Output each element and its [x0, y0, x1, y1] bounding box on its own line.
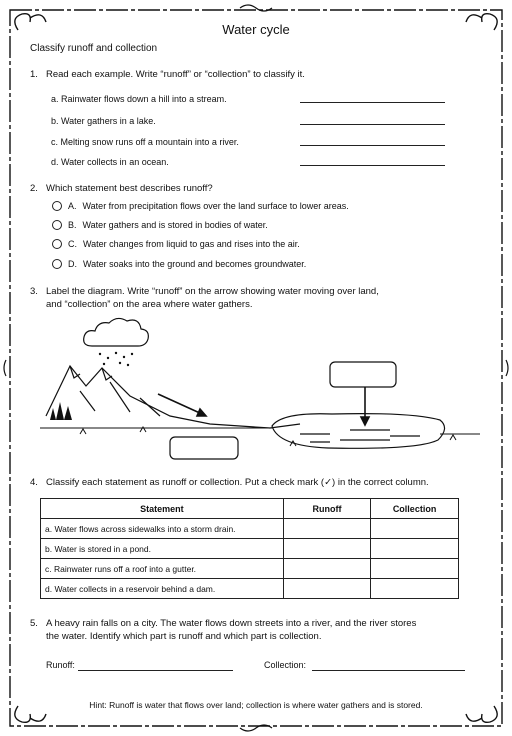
collection-check-cell[interactable]: [371, 559, 459, 579]
runoff-check-cell[interactable]: [283, 539, 370, 559]
collection-answer-line[interactable]: [312, 670, 465, 671]
radio-button[interactable]: [52, 201, 62, 211]
raindrops-icon: [99, 352, 133, 366]
q1-answer-line-a[interactable]: [300, 102, 445, 103]
classification-table: [40, 498, 459, 599]
option-text: Water gathers and is stored in bodies of water.: [82, 220, 268, 230]
lake-shape: [272, 414, 445, 449]
question-number: 3.: [30, 286, 38, 297]
runoff-check-cell[interactable]: [283, 519, 370, 539]
header-statement: Statement: [41, 499, 284, 519]
q2-option-d[interactable]: [52, 259, 306, 269]
page-title: Water cycle: [222, 22, 290, 37]
question-prompt: Read each example. Write “runoff” or “collection” to classify it.: [46, 69, 305, 80]
q1-item-b: b. Water gathers in a lake.: [51, 116, 156, 126]
statement-cell: c. Rainwater runs off a roof into a gutter.: [41, 559, 284, 579]
q1-item-a: a. Rainwater flows down a hill into a stream.: [51, 94, 227, 104]
question-prompt: Label the diagram. Write “runoff” on the arrow showing water moving over land,: [46, 286, 379, 297]
radio-button[interactable]: [52, 239, 62, 249]
radio-button[interactable]: [52, 220, 62, 230]
table-row: [41, 559, 459, 579]
table-row: [41, 539, 459, 559]
option-letter: B.: [68, 220, 77, 230]
question-number: 1.: [30, 69, 38, 80]
page-subtitle: Classify runoff and collection: [30, 43, 158, 54]
question-prompt: the water. Identify which part is runoff and which part is collection.: [46, 631, 322, 642]
q1-item-d: d. Water collects in an ocean.: [51, 157, 169, 167]
question-number: 4.: [30, 477, 38, 488]
statement-cell: a. Water flows across sidewalks into a storm drain.: [41, 519, 284, 539]
pine-trees-icon: [50, 402, 72, 420]
question-prompt: Which statement best describes runoff?: [46, 183, 213, 194]
option-letter: D.: [68, 259, 77, 269]
option-text: Water soaks into the ground and becomes groundwater.: [83, 259, 307, 269]
radio-button[interactable]: [52, 259, 62, 269]
rain-cloud-icon: [84, 318, 149, 346]
option-text: Water changes from liquid to gas and rises into the air.: [83, 239, 300, 249]
table-header-row: [41, 499, 459, 519]
collection-check-cell[interactable]: [371, 519, 459, 539]
runoff-arrow: [158, 394, 206, 416]
runoff-label: Runoff:: [46, 660, 75, 670]
table-row: [41, 519, 459, 539]
table-row: [41, 579, 459, 599]
q2-option-b[interactable]: [52, 220, 268, 230]
question-prompt: Classify each statement as runoff or collection. Put a check mark (✓) in the correct column.: [46, 477, 429, 488]
q2-option-c[interactable]: [52, 239, 300, 249]
hint-text: Hint: Runoff is water that flows over land; collection is where water gathers and is stored.: [89, 700, 423, 710]
runoff-check-cell[interactable]: [283, 579, 370, 599]
question-prompt: A heavy rain falls on a city. The water flows down streets into a river, and the river stores: [46, 618, 417, 629]
collection-check-cell[interactable]: [371, 579, 459, 599]
q1-answer-line-d[interactable]: [300, 165, 445, 166]
header-collection: Collection: [371, 499, 459, 519]
label-box-collection: [330, 362, 396, 387]
statement-cell: b. Water is stored in a pond.: [41, 539, 284, 559]
question-number: 2.: [30, 183, 38, 194]
runoff-check-cell[interactable]: [283, 559, 370, 579]
runoff-answer-line[interactable]: [78, 670, 233, 671]
label-box-runoff: [170, 437, 238, 459]
mountains-icon: [46, 366, 300, 428]
header-runoff: Runoff: [283, 499, 370, 519]
collection-label: Collection:: [264, 660, 307, 670]
collection-arrow: [361, 387, 369, 425]
statement-cell: d. Water collects in a reservoir behind a dam.: [41, 579, 284, 599]
q2-option-a[interactable]: [52, 201, 349, 211]
question-number: 5.: [30, 618, 38, 629]
option-letter: C.: [68, 239, 77, 249]
option-text: Water from precipitation flows over the land surface to lower areas.: [82, 201, 349, 211]
q1-answer-line-c[interactable]: [300, 145, 445, 146]
option-letter: A.: [68, 201, 77, 211]
q1-answer-line-b[interactable]: [300, 124, 445, 125]
water-cycle-diagram: [40, 316, 480, 466]
q1-item-c: c. Melting snow runs off a mountain into a river.: [51, 137, 239, 147]
collection-check-cell[interactable]: [371, 539, 459, 559]
question-prompt: and “collection” on the area where water gathers.: [46, 299, 253, 310]
